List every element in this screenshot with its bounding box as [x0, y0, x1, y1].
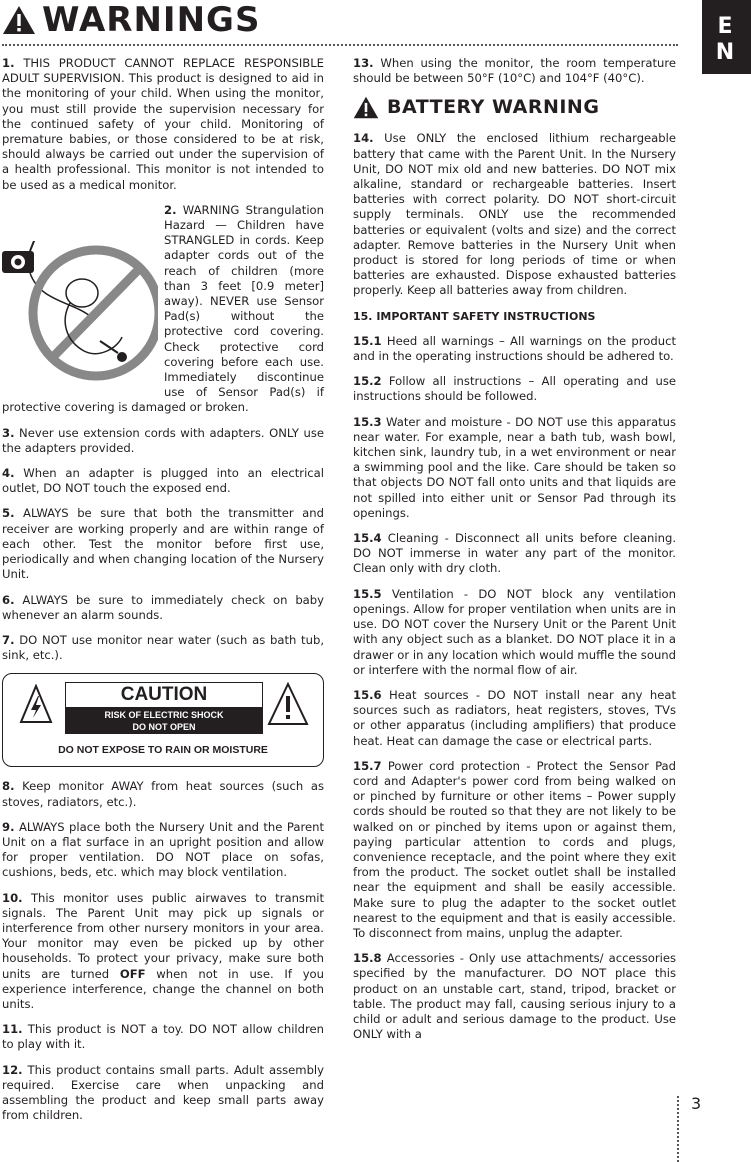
page-number: 3	[691, 1094, 702, 1113]
warning-item: 11. This product is NOT a toy. DO NOT allow children to play with it.	[2, 1022, 324, 1052]
warning-item: 9. ALWAYS place both the Nursery Unit and the Parent Unit on a flat surface in an upright position and allow for proper ventilation. DO NOT place on sofas, cushions, beds, etc. which may block ventilation.	[2, 819, 324, 880]
caution-footer: DO NOT EXPOSE TO RAIN OR MOISTURE	[58, 744, 268, 757]
page-title: WARNINGS	[42, 0, 261, 40]
instruction-item: 15.1 Heed all warnings – All warnings on the product and in the operating instructions should be adhered to.	[353, 333, 676, 364]
warning-item: 12. This product contains small parts. Adult assembly required. Exercise care when unpacking and assembling the product and keep small parts away from children.	[2, 1062, 325, 1123]
warning-item: 10. This monitor uses public airwaves to transmit signals. The Parent Unit may pick up signals or interference from other nursery monitors in your area. Your monitor may even be picked up by other households. To protect your privacy, make sure both units are turned OFF when not in use. If you experience interference, change the channel on both units.	[2, 890, 325, 1011]
warning-item: 4. When an adapter is plugged into an electrical outlet, DO NOT touch the exposed end.	[2, 466, 324, 496]
language-tab: E N	[702, 0, 751, 74]
caution-label	[2, 673, 324, 767]
warning-icon	[353, 96, 379, 119]
instruction-item: 15.6 Heat sources - DO NOT install near any heat sources such as radiators, heat registers, stoves, TVs or other apparatus (including amplifiers) that produce heat. Heat can damage the case or electrical parts.	[353, 687, 677, 748]
header-divider	[2, 44, 678, 46]
instruction-item: 15.5 Ventilation - DO NOT block any ventilation openings. Allow for proper ventilation when units are in use. DO NOT cover the Nursery Unit or the Parent Unit with any object such as a blanket. DO NOT place it in a drawer or in any location which would muffle the sound or interfere with the normal flow of air.	[353, 586, 677, 677]
caution-box	[65, 682, 263, 734]
instruction-item: 15.4 Cleaning - Disconnect all units before cleaning. DO NOT immerse in water any part of the monitor. Clean only with dry cloth.	[353, 531, 677, 576]
warning-item: 8. Keep monitor AWAY from heat sources (such as stoves, radiators, etc.).	[2, 779, 324, 809]
warning-item: 2. WARNING Strangulation Hazard — Children have STRANGLED in cords. Keep adapter cords out of the reach of children (more than 3 feet [0.9 meter] away). NEVER use Sensor Pad(s) without the protective cord covering. Check protective cord covering before each use. Immediately discontinue use of Sensor Pad(s) if protective covering is damaged or broken.	[2, 202, 324, 415]
electric-shock-icon	[19, 684, 53, 724]
warning-item: 7. DO NOT use monitor near water (such as bath tub, sink, etc.).	[2, 632, 324, 663]
caution-band: RISK OF ELECTRIC SHOCK DO NOT OPEN	[66, 707, 262, 733]
safety-instructions-heading: 15. IMPORTANT SAFETY INSTRUCTIONS	[353, 309, 596, 323]
warning-item: 13. When using the monitor, the room temperature should be between 50°F (10°C) and 104°F (40°C).	[353, 56, 677, 86]
left-column	[2, 56, 324, 1133]
warning-item: 6. ALWAYS be sure to immediately check on baby whenever an alarm sounds.	[2, 592, 325, 622]
right-column	[353, 56, 676, 1052]
warning-item: 1. THIS PRODUCT CANNOT REPLACE RESPONSIBLE ADULT SUPERVISION. This product is designed to aid in the monitoring of your child. When using the monitor, you must still provide the supervision necessary for the continued safety of your child. Monitoring of premature babies, or those considered to be at risk, should always be carried out under the supervision of a health professional. This monitor is not intended to be used as a medical monitor.	[2, 56, 324, 192]
exclamation-icon	[267, 682, 309, 726]
instruction-item: 15.3 Water and moisture - DO NOT use this apparatus near water. For example, near a bath tub, wash bowl, kitchen sink, laundry tub, in a wet environment or near a swimming pool and the like. Care should be taken so that objects DO NOT fall onto units and that liquids are not spilled into either unit or Sensor Pad through its openings.	[353, 414, 677, 520]
footer-divider	[677, 1096, 679, 1162]
warning-item: 3. Never use extension cords with adapters. ONLY use the adapters provided.	[2, 425, 324, 455]
no-cords-illustration	[0, 241, 158, 391]
warning-item: 14. Use ONLY the enclosed lithium rechargeable battery that came with the Parent Unit. In the Nursery Unit, DO NOT mix old and new batteries. DO NOT mix alkaline, standard or rechargeable batteries. Insert batteries with correct polarity. DO NOT short-circuit supply terminals. ONLY use the recommended batteries or equivalent (volts and size) and the correct adapter. Remove batteries in the Nursery Unit when product is stored for long periods of time or when batteries are exhausted. Dispose exhausted batteries properly. Keep all batteries away from children.	[353, 131, 677, 298]
instruction-item: 15.2 Follow all instructions – All operating and use instructions should be followed.	[353, 374, 677, 404]
warning-icon	[2, 5, 36, 35]
page-header	[2, 0, 260, 40]
instruction-item: 15.7 Power cord protection - Protect the Sensor Pad cord and Adapter's power cord from being walked on or pinched by furniture or other items – Power supply cords should be routed so that they are not likely to be walked on or pinched by items upon or against them, paying particular attention to cords and plugs, convenience receptacle, and the point where they exit from the product. The socket outlet shall be installed near the equipment and shall be easily accessible. Make sure to plug the adapter to the socket outlet nearest to the equipment and that is easily accessible. To disconnect from mains, unplug the adapter.	[353, 758, 676, 940]
warning-item: 5. ALWAYS be sure that both the transmitter and receiver are working properly and are within range of each other. Test the monitor before first use, periodically and when changing location of the Nursery Unit.	[2, 506, 324, 582]
battery-warning-heading: BATTERY WARNING	[353, 96, 676, 119]
caution-title: CAUTION	[120, 684, 208, 706]
instruction-item: 15.8 Accessories - Only use attachments/ accessories specified by the manufacturer. DO NOT place this product on an unstable cart, stand, tripod, bracket or table. The product may fall, causing serious injury to a child or adult and serious damage to the product. Use ONLY with a	[353, 951, 677, 1042]
